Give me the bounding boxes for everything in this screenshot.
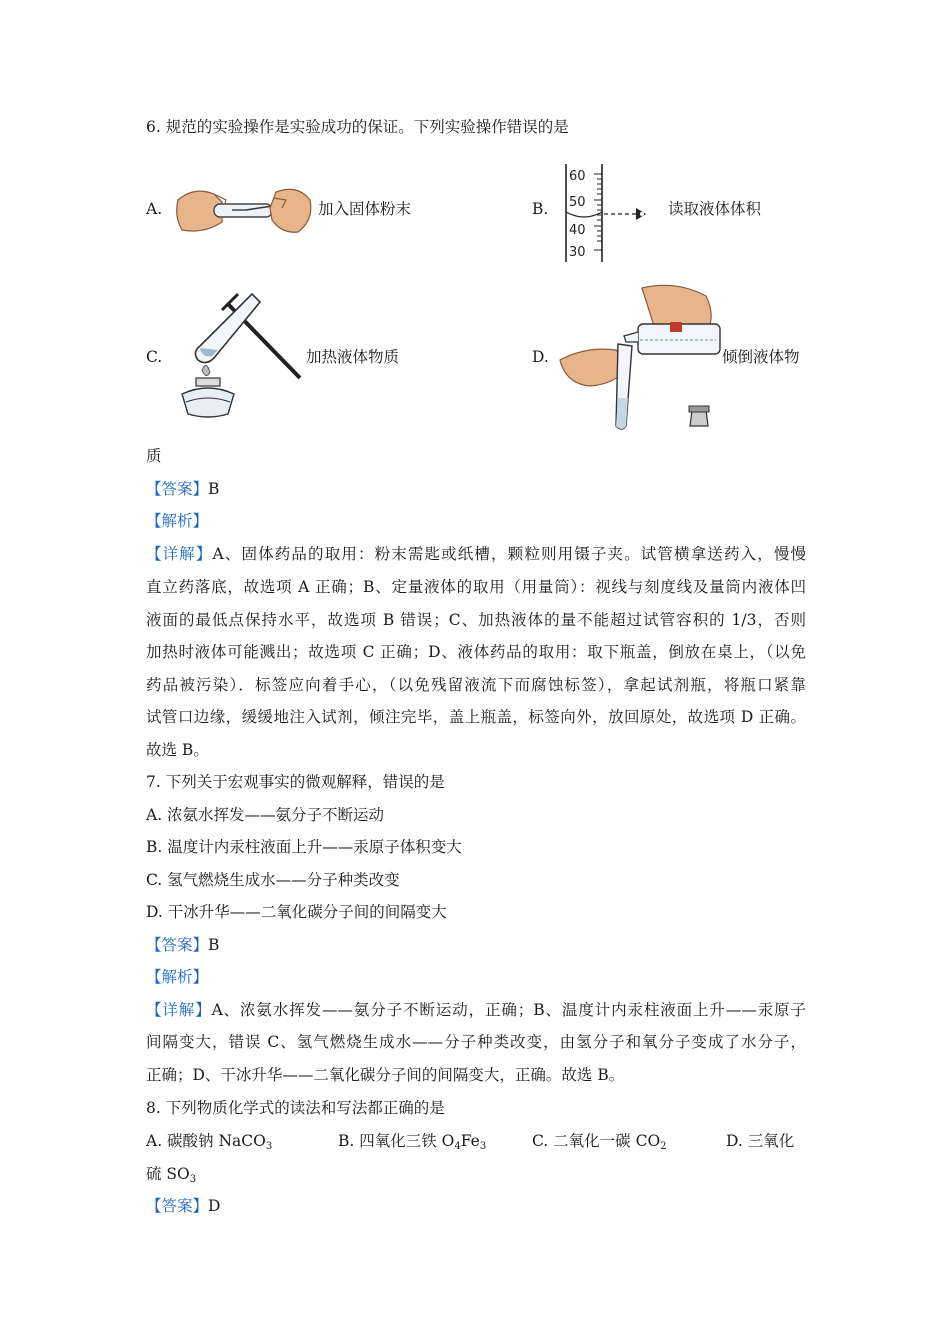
- q6-option-d-text: 倾倒液体物: [722, 348, 800, 366]
- q6-option-b-letter: B.: [532, 200, 549, 218]
- q6-answer: [146, 479, 219, 499]
- q6-option-c-letter: C.: [146, 348, 163, 366]
- q6-option-b-text: 读取液体体积: [668, 200, 762, 218]
- q6-option-a-text: 加入固体粉末: [318, 200, 412, 218]
- q6-detail-line-6: 试管口边缘，缓缓地注入试剂，倾注完毕，盖上瓶盖，标签向外，放回原处，故选项 D 正确。: [146, 708, 806, 726]
- q6-answer-value: B: [208, 480, 220, 498]
- q6-stem: 6. 规范的实验操作是实验成功的保证。下列实验操作错误的是: [146, 118, 569, 136]
- q8-option-b: B. 四氧化三铁 $O_4Fe_3$: [338, 1132, 487, 1152]
- q6-analysis-tag: 【解析】: [146, 512, 209, 530]
- q7-option-c: C. 氢气燃烧生成水——分子种类改变: [146, 871, 400, 889]
- pouring-liquid-illustration: [556, 280, 722, 432]
- detail-tag: 【详解】: [146, 545, 213, 563]
- q7-answer: [146, 935, 219, 955]
- q8-option-d-wrap: 硫 $SO_3$: [146, 1165, 197, 1185]
- detail-tag: 【详解】: [146, 1001, 212, 1019]
- q8-option-d: D. 三氧化: [726, 1132, 795, 1150]
- q8-answer-value: D: [208, 1197, 221, 1215]
- cylinder-tick-30: 30: [569, 245, 586, 260]
- cylinder-tick-60: 60: [569, 169, 586, 184]
- q7-option-b: B. 温度计内汞柱液面上升——汞原子体积变大: [146, 838, 462, 856]
- q6-detail-line-7: 故选 B。: [146, 741, 209, 759]
- q6-option-a-letter: A.: [146, 200, 163, 218]
- q8-answer: [146, 1196, 220, 1216]
- answer-tag: 【答案】: [146, 936, 209, 954]
- q8-option-c: C. 二氧化一碳 $CO_2$: [532, 1132, 667, 1152]
- cylinder-tick-40: 40: [569, 223, 586, 238]
- q6-detail-line-4: 加热时液体可能溅出；故选项 C 正确；D、液体药品的取用：取下瓶盖，倒放在桌上，（以免: [146, 643, 806, 661]
- q6-detail-line-2: 直立药落底，故选项 A 正确；B、定量液体的取用（用量筒）：视线与刻度线及量筒内液体凹: [146, 578, 806, 596]
- q6-detail-line-5: 药品被污染）．标签应向着手心，（以免残留液流下而腐蚀标签），拿起试剂瓶，将瓶口紧靠: [146, 676, 806, 694]
- q7-option-a: A. 浓氨水挥发——氨分子不断运动: [146, 806, 385, 824]
- q6-option-d-text-wrap: 质: [146, 447, 162, 465]
- q7-detail-line-1: 【详解】A、浓氨水挥发——氨分子不断运动，正确；B、温度计内汞柱液面上升——汞原子: [146, 1001, 806, 1019]
- q7-stem: 7. 下列关于宏观事实的微观解释，错误的是: [146, 773, 445, 791]
- q7-option-d: D. 干冰升华——二氧化碳分子间的间隔变大: [146, 903, 447, 921]
- q6-detail-line-3: 液面的最低点保持水平，故选项 B 错误；C、加热液体的量不能超过试管容积的 1/3，否则: [146, 611, 806, 629]
- q7-detail-line-3: 正确；D、干冰升华——二氧化碳分子间的间隔变大，正确。故选 B。: [146, 1066, 625, 1084]
- add-solid-powder-illustration: [174, 180, 314, 242]
- q7-analysis-tag: 【解析】: [146, 968, 209, 986]
- q6-option-c-text: 加热液体物质: [306, 348, 400, 366]
- q8-stem: 8. 下列物质化学式的读法和写法都正确的是: [146, 1099, 445, 1117]
- q8-option-a: A. 碳酸钠 NaCO$_3$: [146, 1132, 273, 1152]
- answer-tag: 【答案】: [146, 480, 209, 498]
- q7-detail-line-2: 间隔变大，错误 C、氢气燃烧生成水——分子种类改变，由氢分子和氧分子变成了水分子，: [146, 1033, 806, 1051]
- graduated-cylinder-illustration: [560, 162, 664, 264]
- answer-tag: 【答案】: [146, 1197, 209, 1215]
- q6-detail-line-1: 【详解】A、固体药品的取用：粉末需匙或纸槽，颗粒则用镊子夹。试管横拿送药入，慢慢: [146, 545, 806, 563]
- q7-answer-value: B: [208, 936, 220, 954]
- cylinder-tick-50: 50: [569, 195, 586, 210]
- q6-option-d-letter: D.: [532, 348, 549, 366]
- heating-liquid-illustration: [172, 286, 304, 422]
